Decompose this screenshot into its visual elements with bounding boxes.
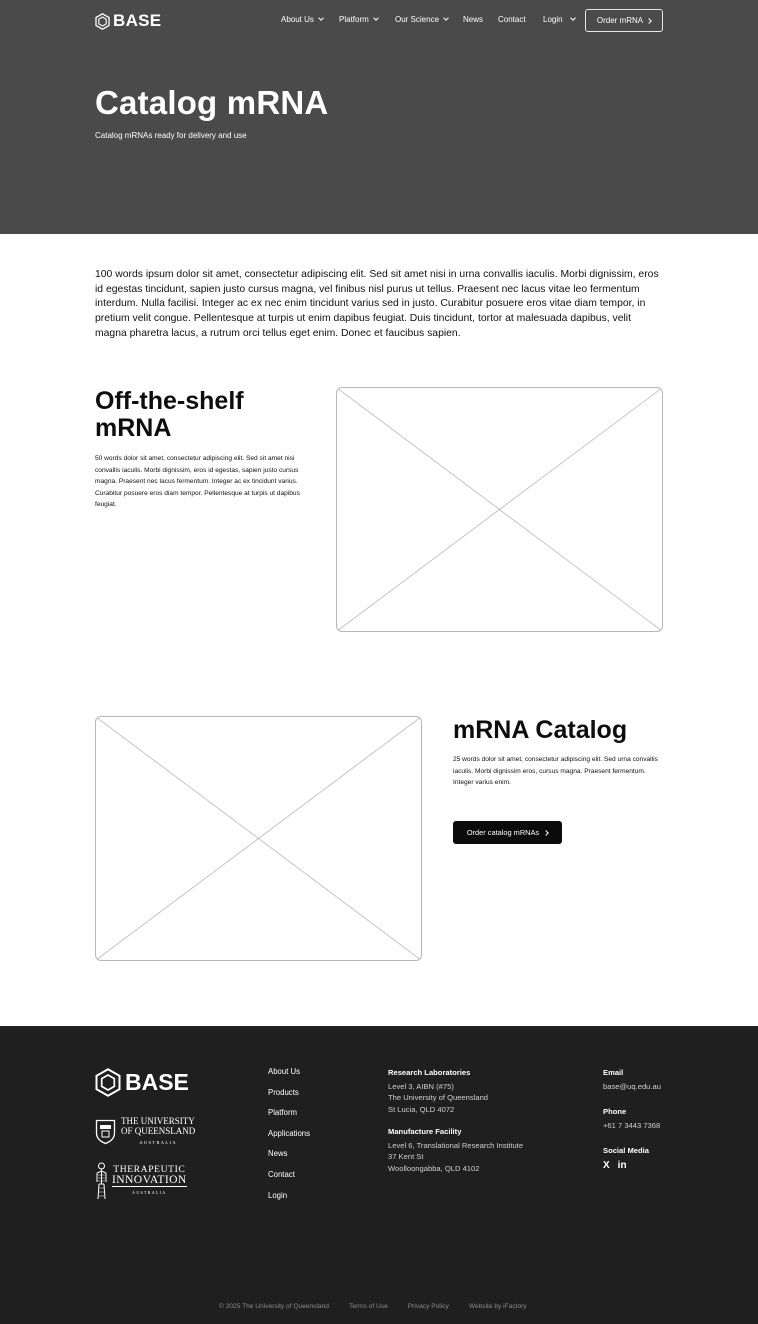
manufacture-line: Level 6, Translational Research Institute: [388, 1140, 524, 1150]
footer-link-applications[interactable]: Applications: [268, 1128, 311, 1138]
image-placeholder: [95, 716, 422, 961]
uq-crest-icon: [95, 1119, 116, 1145]
nav-label: Platform: [339, 15, 369, 24]
terms-link[interactable]: Terms of Use: [348, 1303, 388, 1310]
footer-brand-logo[interactable]: [95, 1068, 189, 1097]
hexagon-logo-icon: [95, 1068, 121, 1097]
social-heading: Social Media: [603, 1146, 650, 1155]
therapeutic-innovation-logo[interactable]: [95, 1162, 187, 1200]
chevron-down-icon: [570, 15, 576, 21]
footer-link-about-us[interactable]: About Us: [268, 1067, 301, 1076]
uq-line2: OF QUEENSLAND: [121, 1126, 196, 1136]
linkedin-icon[interactable]: in: [617, 1159, 627, 1171]
footer-links: [268, 1067, 310, 1211]
footer-link-products[interactable]: Products: [268, 1087, 299, 1097]
nav-label: Contact: [498, 15, 526, 24]
image-placeholder-icon: [96, 717, 421, 960]
brand-logo[interactable]: [95, 11, 161, 31]
section-title-off-the-shelf: Off-the-shelf mRNA: [95, 387, 244, 442]
nav-platform[interactable]: [339, 15, 378, 24]
research-line: The University of Queensland: [388, 1093, 489, 1102]
uq-line1: THE UNIVERSITY: [121, 1116, 195, 1126]
section-title-mrna-catalog: mRNA Catalog: [453, 716, 628, 744]
footer-link-news[interactable]: News: [268, 1149, 288, 1159]
order-catalog-label: Order catalog mRNAs: [466, 828, 540, 837]
research-heading: Research Laboratories: [388, 1068, 471, 1077]
phone-heading: Phone: [603, 1107, 627, 1116]
nav-label: About Us: [281, 15, 314, 24]
intro-paragraph: 100 words ipsum dolor sit amet, consectetur adipiscing elit. Sed sit amet nisi in urna convallis iaculis. Morbi dignissim, eros id egestas tincidunt, sapien justo cursus magna, vel finibus nisl purus ut tellus. Praesent nec lacus vitae leo fermentum interdum. Nulla facilisi. Integer ac ex nec enim tincidunt varius sed in justo. Curabitur posuere eros vitae diam tempor, in pretium velit congue. Pellentesque at turpis ut enim dapibus feugiat. Duis tincidunt, tortor at malesuada dapibus, velit magna pharetra lacus, a rutrum orci tellus eget enim. Donec et faucibus sapien.: [95, 269, 659, 339]
nav-contact[interactable]: [498, 15, 526, 24]
order-mrna-label: Order mRNA: [596, 16, 644, 25]
nav-label: News: [463, 15, 484, 24]
chevron-down-icon: [443, 15, 449, 21]
section-body-mrna-catalog: 25 words dolor sit amet, consectetur adipiscing elit. Sed urna convallis iaculis. Morbi dignissim eros, cursus magna. Praesent fermentum. Integer varius enim.: [453, 756, 658, 786]
footer-link-platform[interactable]: Platform: [268, 1108, 298, 1118]
section-body-off-the-shelf: 50 words dolor sit amet, consectetur adipiscing elit. Sed sit amet nisi convallis iaculis. Morbi dignissim, eros id egestas, sapien justo cursus magna. Praesent nec lacus fermentum. Integer ac ex tincidunt varius. Curabitur posuere eros diam tempor. Pellentesque at turpis ut dapibus feugiat.: [95, 455, 300, 508]
chevron-down-icon: [318, 15, 324, 21]
nav-about-us[interactable]: [281, 15, 323, 24]
brand-name: BASE: [113, 11, 162, 30]
manufacture-line: Woolloongabba, QLD 4102: [388, 1163, 480, 1173]
image-placeholder-icon: [337, 388, 662, 631]
nav-label: Login: [543, 15, 563, 24]
x-icon[interactable]: X: [603, 1159, 610, 1171]
footer-legal: [219, 1303, 527, 1310]
nav-our-science[interactable]: [395, 15, 448, 24]
ti-line3: AUSTRALIA: [112, 1186, 187, 1198]
footer-brand-name: BASE: [125, 1069, 189, 1095]
footer-link-login[interactable]: Login: [268, 1190, 288, 1200]
uq-logo[interactable]: [95, 1116, 195, 1148]
nav-label: Our Science: [395, 15, 440, 24]
privacy-link[interactable]: Privacy Policy: [407, 1303, 449, 1310]
ti-wordmark: [112, 1165, 187, 1198]
footer-link-contact[interactable]: Contact: [268, 1169, 295, 1179]
image-placeholder: [336, 387, 663, 632]
footer: [0, 1026, 758, 1324]
uq-wordmark: [121, 1116, 195, 1148]
footer-contact: [603, 1067, 683, 1171]
manufacture-heading: Manufacture Facility: [388, 1127, 462, 1136]
chevron-right-icon: [646, 18, 652, 24]
order-catalog-mrnas-button[interactable]: [453, 821, 562, 844]
phone-link[interactable]: +61 7 3443 7368: [603, 1120, 661, 1130]
uq-line3: AUSTRALIA: [139, 1140, 177, 1145]
credit-link[interactable]: Website by iFactory: [468, 1303, 527, 1310]
chevron-right-icon: [543, 830, 549, 836]
manufacture-line: 37 Kent St: [388, 1152, 424, 1161]
email-link[interactable]: base@uq.edu.au: [603, 1081, 661, 1091]
page-subtitle: Catalog mRNAs ready for delivery and use: [95, 131, 247, 140]
hero-section: [0, 0, 758, 234]
nav-login[interactable]: [543, 15, 575, 24]
research-line: St Lucia, QLD 4072: [388, 1104, 455, 1114]
order-mrna-button[interactable]: [585, 9, 663, 32]
page-title: Catalog mRNA: [95, 84, 329, 121]
hexagon-logo-icon: [95, 13, 110, 30]
email-heading: Email: [603, 1068, 624, 1077]
nav-news[interactable]: [463, 15, 483, 24]
ti-line1: THERAPEUTIC: [113, 1163, 186, 1175]
research-line: Level 3, AIBN (#75): [388, 1081, 454, 1091]
ti-line2: INNOVATION: [112, 1172, 187, 1186]
footer-addresses: [388, 1067, 568, 1174]
human-figure-icon: [95, 1162, 108, 1200]
copyright: © 2025 The University of Queensland: [219, 1303, 329, 1310]
social-links: [603, 1160, 683, 1172]
chevron-down-icon: [373, 15, 379, 21]
